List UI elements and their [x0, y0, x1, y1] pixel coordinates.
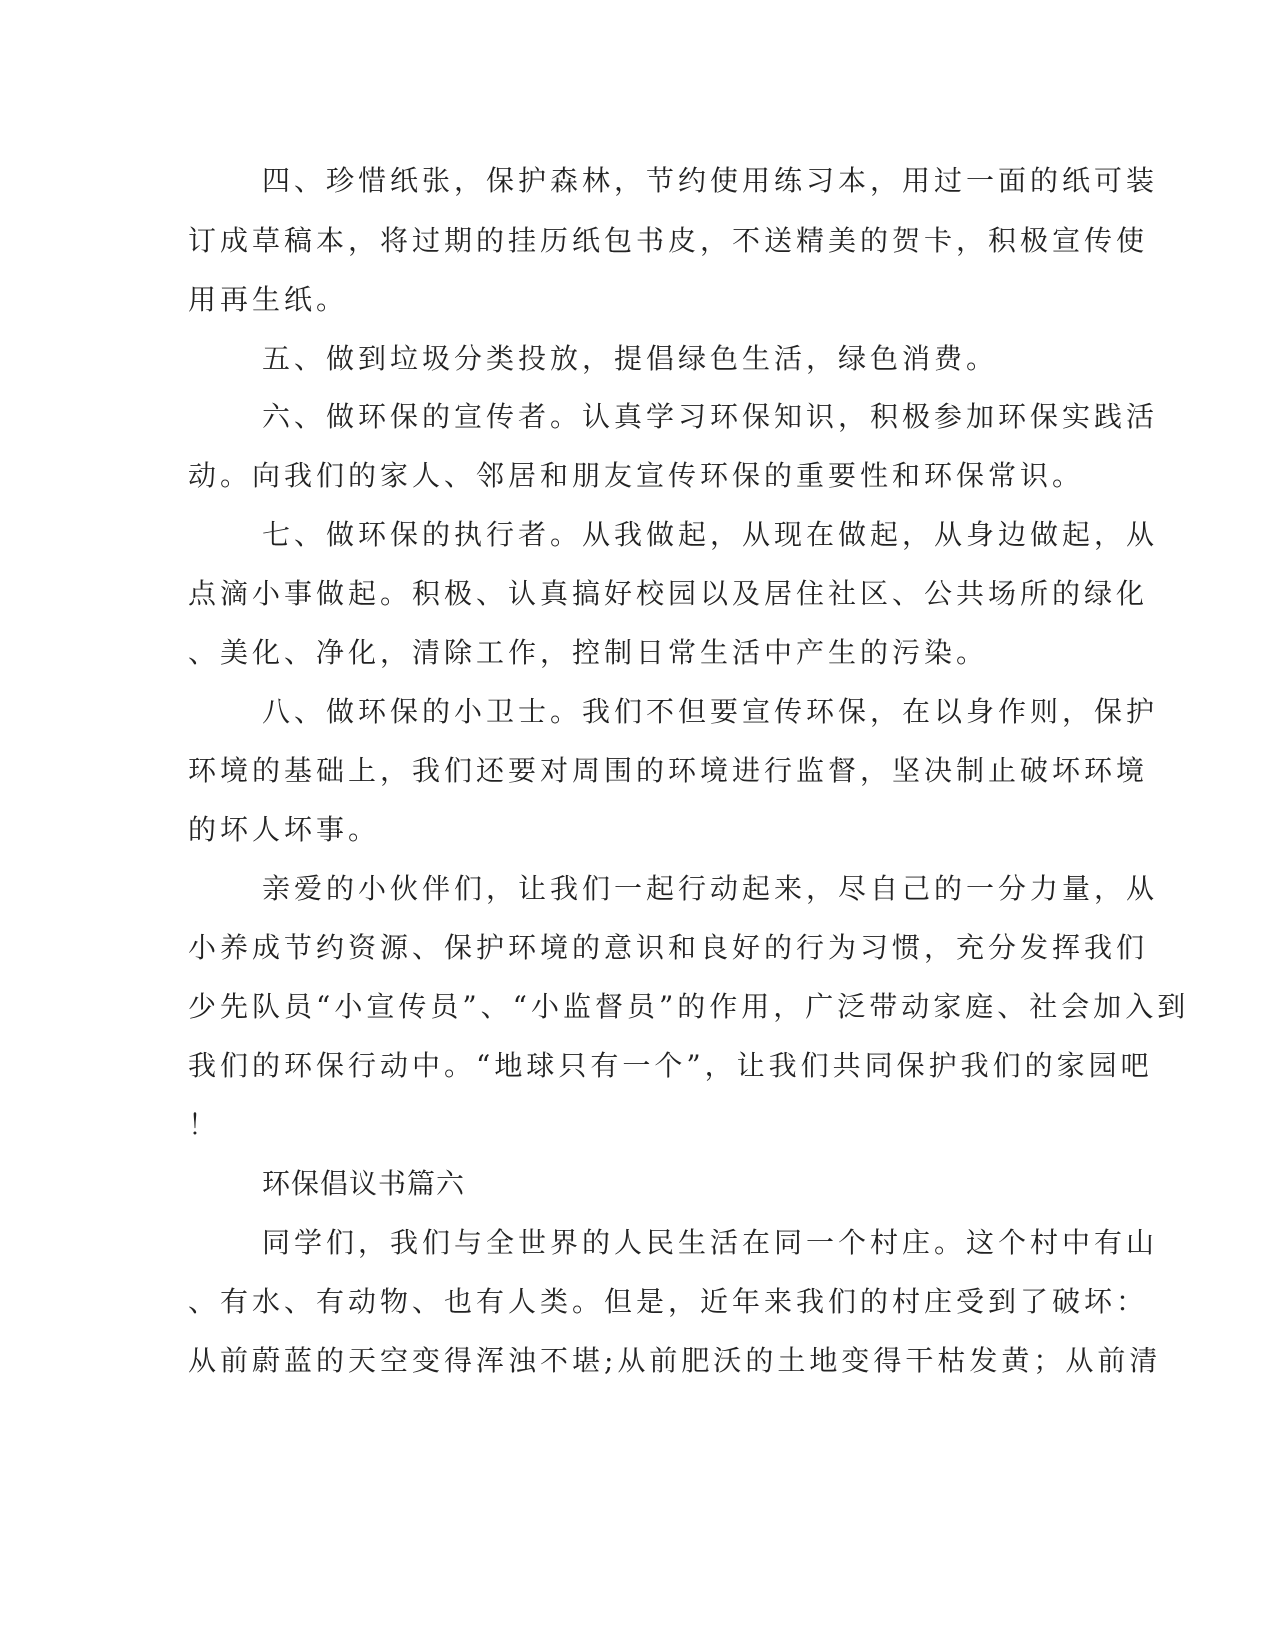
paragraph-8-line-2: 环境的基础上，我们还要对周围的环境进行监督，坚决制止破坏环境: [188, 754, 1149, 787]
paragraph-5-line-1: 五、做到垃圾分类投放，提倡绿色生活，绿色消费。: [262, 342, 999, 375]
paragraph-7-line-1: 七、做环保的执行者。从我做起，从现在做起，从身边做起，从: [262, 518, 1159, 551]
section-heading: 环保倡议书篇六: [262, 1167, 466, 1200]
paragraph-6-line-2: 动。向我们的家人、邻居和朋友宣传环保的重要性和环保常识。: [188, 459, 1085, 492]
section-paragraph-line-1: 同学们，我们与全世界的人民生活在同一个村庄。这个村中有山: [262, 1226, 1159, 1259]
paragraph-6-line-1: 六、做环保的宣传者。认真学习环保知识，积极参加环保实践活: [262, 400, 1159, 433]
paragraph-4-line-2: 订成草稿本，将过期的挂历纸包书皮，不送精美的贺卡，积极宣传使: [188, 224, 1149, 257]
paragraph-8-line-3: 的坏人坏事。: [188, 813, 381, 846]
closing-paragraph-line-2: 小养成节约资源、保护环境的意识和良好的行为习惯，充分发挥我们: [188, 931, 1149, 964]
closing-paragraph-line-1: 亲爱的小伙伴们，让我们一起行动起来，尽自己的一分力量，从: [262, 872, 1159, 905]
paragraph-7-line-2: 点滴小事做起。积极、认真搞好校园以及居住社区、公共场所的绿化: [188, 577, 1149, 610]
paragraph-4-line-3: 用再生纸。: [188, 283, 349, 316]
paragraph-4-line-1: 四、珍惜纸张，保护森林，节约使用练习本，用过一面的纸可装: [262, 164, 1159, 197]
closing-paragraph-line-3: 少先队员“小宣传员”、“小监督员”的作用，广泛带动家庭、社会加入到: [188, 990, 1190, 1023]
paragraph-8-line-1: 八、做环保的小卫士。我们不但要宣传环保，在以身作则，保护: [262, 695, 1159, 728]
section-paragraph-line-3: 从前蔚蓝的天空变得浑浊不堪;从前肥沃的土地变得干枯发黄；从前清: [188, 1344, 1162, 1377]
paragraph-7-line-3: 、美化、净化，清除工作，控制日常生活中产生的污染。: [188, 636, 989, 669]
closing-paragraph-line-4: 我们的环保行动中。“地球只有一个”，让我们共同保护我们的家园吧: [188, 1049, 1153, 1082]
section-paragraph-line-2: 、有水、有动物、也有人类。但是，近年来我们的村庄受到了破坏：: [188, 1285, 1149, 1318]
closing-paragraph-line-5: ！: [188, 1108, 221, 1141]
